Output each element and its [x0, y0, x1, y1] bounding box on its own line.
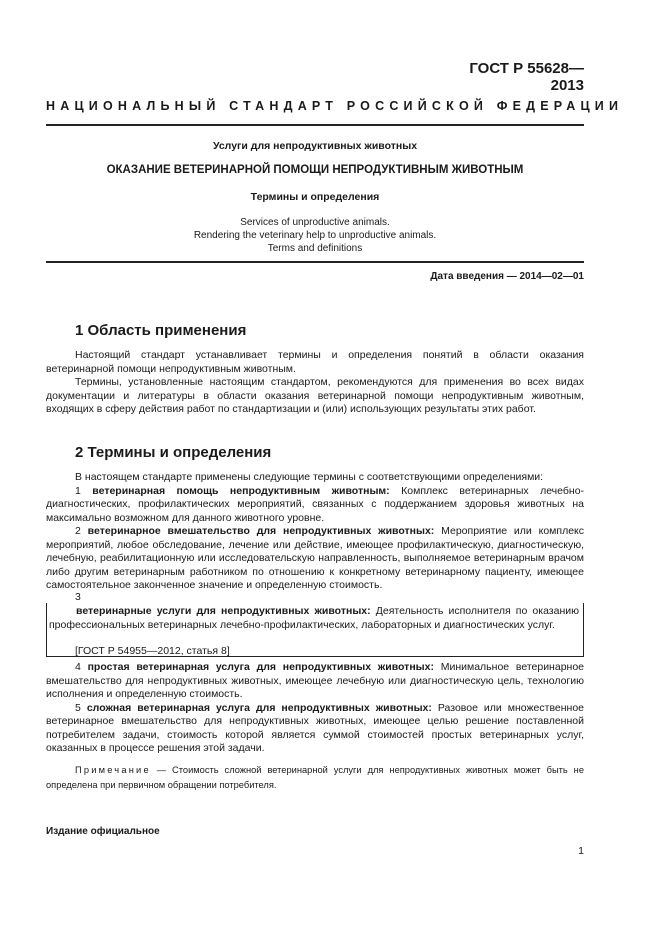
- term-5-definition: Разовое или множественное ветеринарное вмешательство для непродуктивных животных, имеющее целью решение поставленной потребителем задачи, стоимость которой является суммой стоимостей простых ветеринарных услуг, оказанных в процессе решения этой задачи.: [46, 701, 585, 754]
- term-4-title: простая ветеринарная услуга для непродуктивных животных:: [87, 661, 434, 673]
- term-3-reference: [ГОСТ Р 54955—2012, статья 8]: [75, 645, 230, 657]
- term-1-definition: Комплекс ветеринарных лечебно-диагностических, профилактических мероприятий, связанных с поддержанием здоровья животных на максимально возможном для данного животного уровне.: [46, 484, 585, 524]
- title-english-line1: Services of unproductive animals.: [240, 217, 390, 228]
- note-text: — Стоимость сложной ветеринарной услуги для непродуктивных животных может быть не определена при первичном обращении потребителя.: [46, 765, 584, 790]
- note-label: Примечание: [75, 765, 151, 775]
- section-1-paragraph-2: Термины, установленные настоящим стандартом, рекомендуются для применения во всех видах документации и литературы в области оказания ветеринарной помощи непродуктивным животным, входящих в сферу действия работ по стандартизации и (или) использующих результаты этих работ.: [46, 376, 584, 415]
- introduction-date: Дата введения — 2014—02—01: [430, 271, 584, 282]
- term-3-title: ветеринарные услуги для непродуктивных животных:: [76, 605, 371, 617]
- title-english-line2: Rendering the veterinary help to unproductive animals.: [193, 230, 437, 241]
- section-1-body: [46, 349, 584, 417]
- document-code: ГОСТ Р 55628—2013: [469, 60, 584, 94]
- term-3-definition: Деятельность исполнителя по оказанию профессиональных ветеринарных лечебно-профилактических, лабораторных и диагностических услуг.: [49, 605, 579, 631]
- term-1: [46, 485, 584, 526]
- term-3: [49, 605, 579, 632]
- middle-divider: [46, 261, 584, 263]
- note: [46, 763, 584, 793]
- term-2-number: 2: [75, 525, 81, 537]
- title-main: ОКАЗАНИЕ ВЕТЕРИНАРНОЙ ПОМОЩИ НЕПРОДУКТИВНЫМ ЖИВОТНЫМ: [106, 164, 524, 176]
- section-2-heading: 2 Термины и определения: [75, 444, 272, 461]
- section-2-intro: В настоящем стандарте применены следующие термины с соответствующими определениями:: [75, 471, 544, 483]
- section-1-paragraph-1: Настоящий стандарт устанавливает термины и определения понятий в области оказания ветеринарной помощи непродуктивным животным.: [46, 349, 584, 375]
- term-4-number: 4: [75, 661, 81, 673]
- section-2-body-continued: [46, 661, 584, 756]
- term-5-number: 5: [75, 701, 81, 714]
- title-series: Услуги для непродуктивных животных: [212, 140, 418, 152]
- page-number: 1: [578, 845, 584, 857]
- term-5-title: сложная ветеринарная услуга для непродуктивных животных:: [86, 701, 432, 714]
- official-edition-label: Издание официальное: [46, 826, 160, 837]
- section-2-body: [46, 471, 584, 593]
- title-english-line3: Terms and definitions: [267, 243, 363, 254]
- term-5: [46, 702, 584, 756]
- term-2-definition: Мероприятие или комплекс мероприятий, любое обследование, лечение или действие, имеющее профилактическую, диагностическую, лечебную, реабилитационную или исследовательскую направленность, выполняемое ветеринарным врачом либо другим ветеринарным работником по отношению к конкретному ветеринарному пациенту, имеющее самостоятельное законченное значение и определенную стоимость.: [46, 525, 584, 591]
- term-3-number: 3: [75, 591, 81, 603]
- title-sub: Термины и определения: [250, 191, 380, 203]
- term-2: [46, 525, 584, 593]
- term-4-definition: Минимальное ветеринарное вмешательство для непродуктивных животных, имеющее лечебную или диагностическую цель, технологию исполнения и определенную стоимость.: [46, 661, 585, 700]
- national-standard-heading: НАЦИОНАЛЬНЫЙ СТАНДАРТ РОССИЙСКОЙ ФЕДЕРАЦИИ: [46, 99, 624, 113]
- title-english: [46, 216, 584, 255]
- top-divider: [46, 124, 584, 126]
- term-1-title: ветеринарная помощь непродуктивным животным:: [92, 484, 390, 497]
- term-1-number: 1: [75, 484, 81, 497]
- term-4: [46, 661, 584, 702]
- section-1-heading: 1 Область применения: [75, 322, 247, 339]
- term-2-title: ветеринарное вмешательство для непродуктивных животных:: [87, 525, 435, 537]
